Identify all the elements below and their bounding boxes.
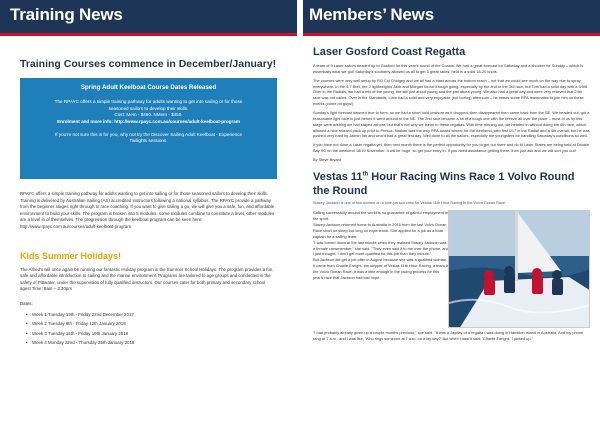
training-news-title: Training News — [10, 5, 123, 24]
vestas-article — [313, 210, 590, 356]
gosford-paragraph: If you have not done a Laser regatta yet, then next month there is the perfect opportunity for you to get out there and do it! Laser States are being held at Double Bay SC on the weekend 18/19 November. It will be huge, so get your entry in. If you need assistance getting there, then just ask and we will sort you out! — [313, 142, 590, 154]
vestas-paragraph: Stacey Jackson returned home to Australia in 2015 from the last Volvo Ocean Race short on sleep but long on experience. She applied for a job as a boat captain for a sailing team. — [313, 222, 447, 239]
training-courses-heading: Training Courses commence in December/January! — [20, 58, 277, 70]
members-news-title: Members’ News — [309, 5, 434, 24]
notice-title: Spring Adult Keelboat Course Dates Released — [80, 84, 217, 91]
gosford-paragraph: The courses were very well setup by RO Col Chidgey and we all had a blast across the bottom reach – not that we could see much on the way due to spray everywhere. In the 4.7 fleet, the 2 lightweights Jack and Morgan found it tough going, especially by the end of the 3rd race, but Tom had a solid day with a 5/5/6. Over in the Radials, we had a mix of the young, the still just about young and the just about young. We also had a great day and were very relieved that 24th race was not called. Over in the Standards, Liam had a solid and very enjoyable (but boring) afternoon – he needs some RPA teammates to join him on these events (come on guys!) — [313, 77, 589, 107]
notice-enrolment-link[interactable]: Enrolment and more info: http://www.rpayc.com.au/courses/adult-keelboat-program — [57, 118, 240, 124]
vestas-paragraph: Sailing successfully around the world is no guarantee of gainful employment in the sport. — [313, 210, 448, 222]
gosford-regatta-heading: Laser Gosford Coast Regatta — [313, 46, 466, 58]
vestas-paragraph: "I was turned down at the last minute when they realised Stacey Jackson was a female crewmember," she said. "They even said it to me over the phone, and I just thought, I don't get more qualified for this job than they minute." — [313, 239, 449, 257]
gosford-paragraph: Sunday's light forecast dawned true to form, so we had a short hold onshore as it dropped, then disappeared then came back from the SE. We headed out, got a reasonable light race in just before it went around to the NE. The 2nd race became a bit of a tough one with the breeze all over the place – most of us by this stage were wishing we had stayed ashore, but that's not why we travel to these regattas. With time running out, we headed in without doing the 6th race, which allowed a nice relaxed pack up prior to Presos. Nathan was the only RPA award winner for the weekend, with first U17 in the Radial and a 4th overall, but he was pushed very hard by Jaimin 5th and who'd had a great first day. Well done to all the sailors, especially the youngsters for handling Saturday's conditions so well. — [313, 110, 590, 139]
notice-cost: Cost: Mem - $490. NMem - $450. — [114, 112, 183, 118]
vestas-heading-sup: th — [362, 171, 369, 178]
members-news-banner — [303, 0, 600, 36]
date-item: • Week 3 Tuesday 16th - Friday 19th January 2018 — [26, 331, 277, 336]
vestas-wide-text — [313, 330, 590, 342]
members-news-column — [303, 0, 600, 424]
vestas-heading-part: Hour Racing Wins Race 1 Volvo Round the Round — [313, 170, 575, 197]
notice-line: Twilights sessions. — [129, 138, 168, 144]
training-news-column — [0, 0, 297, 424]
kids-holidays-heading: Kids Summer Holidays! — [20, 250, 122, 261]
vestas-caption: Stacey Jackson is one of two women on a nine-person crew for Vestas 11th Hour Racing in the Volvo Ocean Race — [313, 201, 505, 206]
kids-holidays-paragraph: The Alfred's will once again be running our fantastic Holiday program in the Summer School Holidays. The program provides a fun, safe and affordable introduction to sailing and the marine environment. Programs are tailored to age groups and conducted in the safety of Pittwater, under the supervision of fully qualified instructors. Our courses cater for both primary and secondary school ages! Time: 9am – 3.30pm — [20, 266, 274, 292]
gosford-paragraph: A team of 9 Laser sailors headed up to Gosford for this year's round of the Coasts. We had a great forecast for Saturday and a shocker for Sunday – which is essentially what we got! Saturday's southerly allowed us all to get 3 great races, held in a solid 18-20 knots. — [313, 63, 584, 74]
vestas-paragraph: "I had probably already given up a couple months previous," she said. "It was a Jayday of a regatta I was doing in Hamilton Island in Australia. And my phone rang at 7 a.m., and I was like, 'Who rings someone at 7 a.m. on a lay day?' But when I saw it said, 'Charlie Enright,' I picked up." — [313, 330, 584, 342]
training-paragraph: RPAYC offers a simple training pathway for adults wanting to get into sailing or for those seasoned sailors to develop their skills. Training is delivered by Australian Sailing (AS) accredited instructors following a national syllabus. The RPAYC provide a pathway from the beginner stages right through to race coaching. If you want to give sailing a go, we will give you a safe, fun, and affordable environment to build your skills. The program is broken into 5 modules, some modules combine to constitute a level, other modules are a level in of themselves. The progression through the keelboat program can be seen here: http://www.rpayc.com.au/courses/adult-keelboat-program — [20, 191, 275, 230]
notice-line: seasoned sailors to develop their skills. — [108, 105, 189, 111]
date-item: • Week 2 Tuesday 9th - Friday 12th January 2018 — [26, 321, 277, 326]
vestas-heading — [313, 171, 590, 199]
article-byline: By Steve Bryant — [313, 157, 341, 163]
dates-label: Dates: — [20, 301, 33, 307]
vestas-heading-part: Vestas 11 — [313, 170, 363, 183]
training-news-banner — [0, 0, 297, 36]
notice-line: The RPAYC offers a simple training pathway for adults wanting to get into sailing or for those — [54, 99, 243, 104]
vestas-text — [313, 210, 449, 280]
vestas-paragraph: But Jackson did get a job offer in August because she was a qualified woman. It came from Charlie Enright, the skipper of Vestas 11th Hour Racing, a team in the Volvo Ocean Race. It was a little enough in the racing process for this year's race that Jackson had lost hope. — [313, 257, 449, 280]
notice-line: If you're not sure this is for you, why not try the Discover Sailing Adult Keelboat - Experience — [54, 131, 242, 137]
sailing-crew-photo — [448, 210, 590, 328]
dates-list — [26, 312, 277, 345]
date-item: • Week 1 Tuesday 19th - Friday 22nd December 2017 — [26, 312, 277, 317]
keelboat-course-notice — [20, 78, 277, 179]
date-item: • Week 4 Monday 22nd - Thursday 25th January 2018 — [26, 340, 277, 345]
